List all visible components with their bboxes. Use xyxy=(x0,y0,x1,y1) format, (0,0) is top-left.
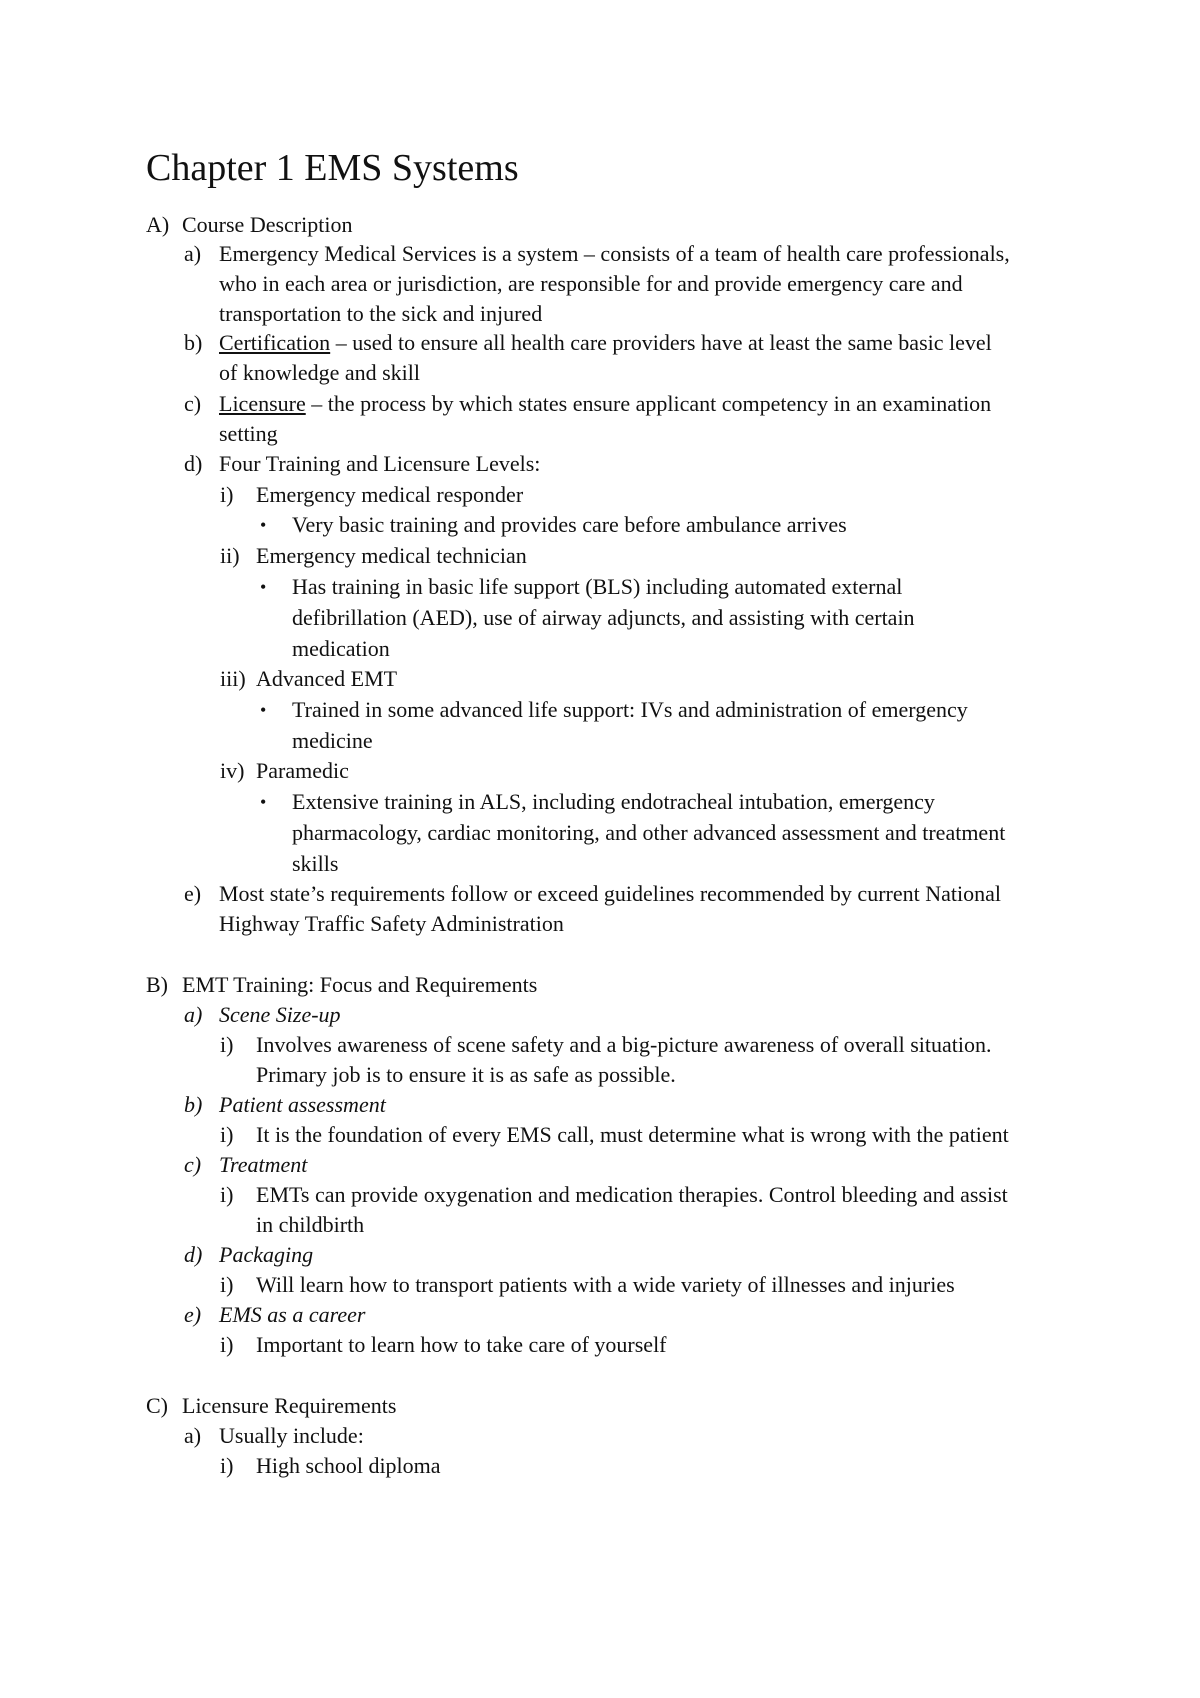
section-b-marker: B) xyxy=(146,972,168,997)
level-1-label: Emergency medical responder xyxy=(256,482,524,507)
c-item-a-text: Usually include: xyxy=(219,1423,364,1448)
level-2-bullet-line-2: defibrillation (AED), use of airway adjuncts, and assisting with certain xyxy=(292,605,915,630)
b-item-a-marker: a) xyxy=(184,1002,203,1027)
bullet-icon: • xyxy=(260,577,267,597)
certification-term: Certification xyxy=(219,330,331,355)
b-item-b-line-1: It is the foundation of every EMS call, must determine what is wrong with the patient xyxy=(256,1122,1009,1147)
level-4-bullet-line-3: skills xyxy=(292,851,339,876)
item-e-line-1: Most state’s requirements follow or exceed guidelines recommended by current National xyxy=(219,881,1001,906)
section-a-heading: Course Description xyxy=(182,212,353,237)
certification-definition: – used to ensure all health care providers have at least the same basic level xyxy=(330,330,992,355)
b-item-c-line-1: EMTs can provide oxygenation and medication therapies. Control bleeding and assist xyxy=(256,1182,1008,1207)
b-item-b-marker: b) xyxy=(184,1092,203,1117)
bullet-icon: • xyxy=(260,792,267,812)
b-item-c-marker: c) xyxy=(184,1152,202,1177)
b-item-e-line-1: Important to learn how to take care of yourself xyxy=(256,1332,667,1357)
level-3-marker: iii) xyxy=(220,666,246,691)
level-2-marker: ii) xyxy=(220,543,240,568)
b-item-a-sub-marker: i) xyxy=(220,1032,234,1057)
level-4-marker: iv) xyxy=(220,758,245,783)
level-4-bullet-line-1: Extensive training in ALS, including endotracheal intubation, emergency xyxy=(292,789,935,814)
bullet-icon: • xyxy=(260,515,267,535)
bullet-icon: • xyxy=(260,700,267,720)
b-item-b-sub-marker: i) xyxy=(220,1122,234,1147)
section-c-heading: Licensure Requirements xyxy=(182,1393,397,1418)
item-b-marker: b) xyxy=(184,330,203,355)
level-2-label: Emergency medical technician xyxy=(256,543,527,568)
item-c-line-1 xyxy=(219,389,991,419)
licensure-definition: – the process by which states ensure applicant competency in an examination xyxy=(305,391,992,416)
level-2-bullet-line-3: medication xyxy=(292,636,390,661)
b-item-d-sub-marker: i) xyxy=(220,1272,234,1297)
chapter-title: Chapter 1 EMS Systems xyxy=(146,147,519,189)
item-d-text: Four Training and Licensure Levels: xyxy=(219,451,541,476)
b-item-e-sub-marker: i) xyxy=(220,1332,234,1357)
b-item-a-label: Scene Size-up xyxy=(219,1002,341,1027)
level-2-bullet-line-1: Has training in basic life support (BLS) including automated external xyxy=(292,574,903,599)
level-1-marker: i) xyxy=(220,482,234,507)
b-item-c-line-2: in childbirth xyxy=(256,1212,365,1237)
item-a-line-1: Emergency Medical Services is a system – consists of a team of health care professionals, xyxy=(219,241,1010,266)
c-sub-i-text: High school diploma xyxy=(256,1453,441,1478)
level-4-bullet-line-2: pharmacology, cardiac monitoring, and other advanced assessment and treatment xyxy=(292,820,1006,845)
item-b-line-1 xyxy=(219,328,992,358)
item-b-line-2: of knowledge and skill xyxy=(219,360,421,385)
b-item-c-sub-marker: i) xyxy=(220,1182,234,1207)
item-e-line-2: Highway Traffic Safety Administration xyxy=(219,911,564,936)
level-3-bullet-line-1: Trained in some advanced life support: IVs and administration of emergency xyxy=(292,697,968,722)
level-4-label: Paramedic xyxy=(256,758,349,783)
section-c-marker: C) xyxy=(146,1393,168,1418)
item-c-line-2: setting xyxy=(219,421,278,446)
item-d-marker: d) xyxy=(184,451,203,476)
item-a-line-3: transportation to the sick and injured xyxy=(219,301,543,326)
item-e-marker: e) xyxy=(184,881,202,906)
level-3-bullet-line-2: medicine xyxy=(292,728,373,753)
section-b-heading: EMT Training: Focus and Requirements xyxy=(182,972,538,997)
licensure-term: Licensure xyxy=(219,391,306,416)
c-item-a-marker: a) xyxy=(184,1423,202,1448)
b-item-a-line-2: Primary job is to ensure it is as safe as possible. xyxy=(256,1062,676,1087)
b-item-d-marker: d) xyxy=(184,1242,203,1267)
c-sub-i-marker: i) xyxy=(220,1453,234,1478)
section-a-marker: A) xyxy=(146,212,170,237)
b-item-d-label: Packaging xyxy=(219,1242,314,1267)
b-item-e-marker: e) xyxy=(184,1302,202,1327)
b-item-a-line-1: Involves awareness of scene safety and a big-picture awareness of overall situation. xyxy=(256,1032,992,1057)
level-3-label: Advanced EMT xyxy=(256,666,398,691)
b-item-d-line-1: Will learn how to transport patients with a wide variety of illnesses and injuries xyxy=(256,1272,955,1297)
b-item-b-label: Patient assessment xyxy=(219,1092,386,1117)
item-a-marker: a) xyxy=(184,241,202,266)
level-1-bullet-line-1: Very basic training and provides care before ambulance arrives xyxy=(292,512,847,537)
b-item-e-label: EMS as a career xyxy=(219,1302,366,1327)
item-c-marker: c) xyxy=(184,391,202,416)
b-item-c-label: Treatment xyxy=(219,1152,308,1177)
item-a-line-2: who in each area or jurisdiction, are responsible for and provide emergency care and xyxy=(219,271,963,296)
